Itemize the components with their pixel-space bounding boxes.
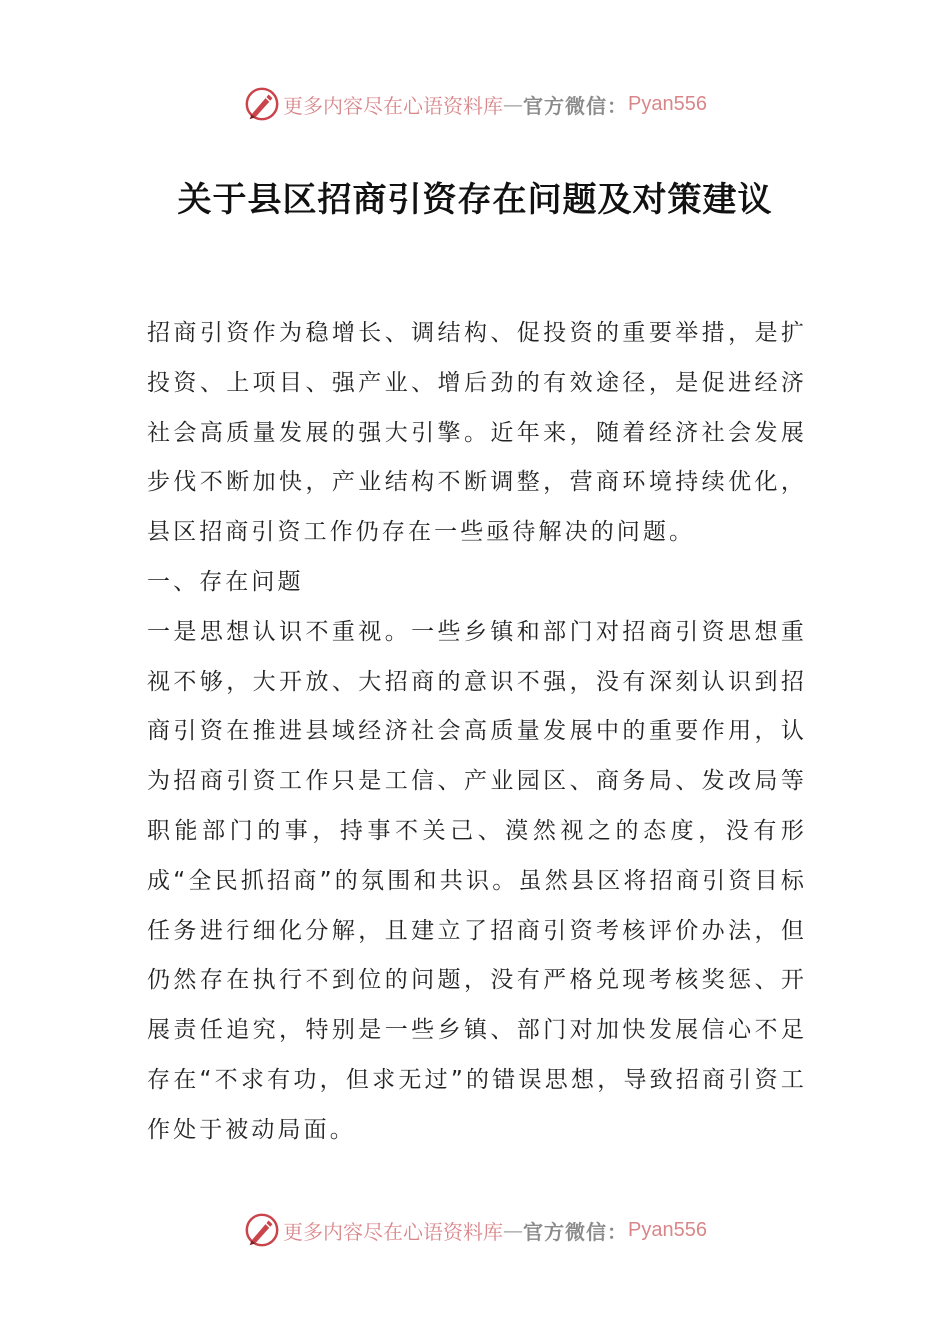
banner-wechat-id: Pyan556 [628, 1218, 707, 1241]
banner-official-label: 官方微信： [523, 93, 629, 118]
pen-logo-icon [243, 1211, 281, 1249]
document-body [147, 309, 807, 1156]
banner-dash: — [503, 92, 524, 116]
paragraph-intro: 招商引资作为稳增长、调结构、促投资的重要举措，是扩投资、上项目、强产业、增后劲的有效途径，是促进经济社会高质量发展的强大引擎。近年来，随着经济社会发展步伐不断加快，产业结构不断调整，营商环境持续优化，县区招商引资工作仍存在一些亟待解决的问题。 [147, 320, 807, 546]
section-heading: 一、存在问题 [147, 568, 304, 595]
footer-watermark-banner [0, 1210, 950, 1250]
pen-logo-icon [243, 85, 281, 123]
header-watermark-banner [0, 84, 950, 124]
banner-wechat-id: Pyan556 [628, 92, 707, 115]
paragraph-problem-1: 一是思想认识不重视。一些乡镇和部门对招商引资思想重视不够，大开放、大招商的意识不强，没有深刻认识到招商引资在推进县域经济社会高质量发展中的重要作用，认为招商引资工作只是工信、产业园区、商务局、发改局等职能部门的事，持事不关己、漠然视之的态度，没有形成“全民抓招商”的氛围和共识。虽然县区将招商引资目标任务进行细化分解，且建立了招商引资考核评价办法，但仍然存在执行不到位的问题，没有严格兑现考核奖惩、开展责任追究，特别是一些乡镇、部门对加快发展信心不足存在“不求有功，但求无过”的错误思想，导致招商引资工作处于被动局面。 [147, 618, 807, 1143]
banner-dash: — [503, 1218, 524, 1242]
banner-brand-text: 更多内容尽在心语资料库 [283, 1219, 504, 1244]
banner-official-label: 官方微信： [523, 1219, 629, 1244]
banner-brand-text: 更多内容尽在心语资料库 [283, 93, 504, 118]
document-title: 关于县区招商引资存在问题及对策建议 [177, 180, 773, 220]
